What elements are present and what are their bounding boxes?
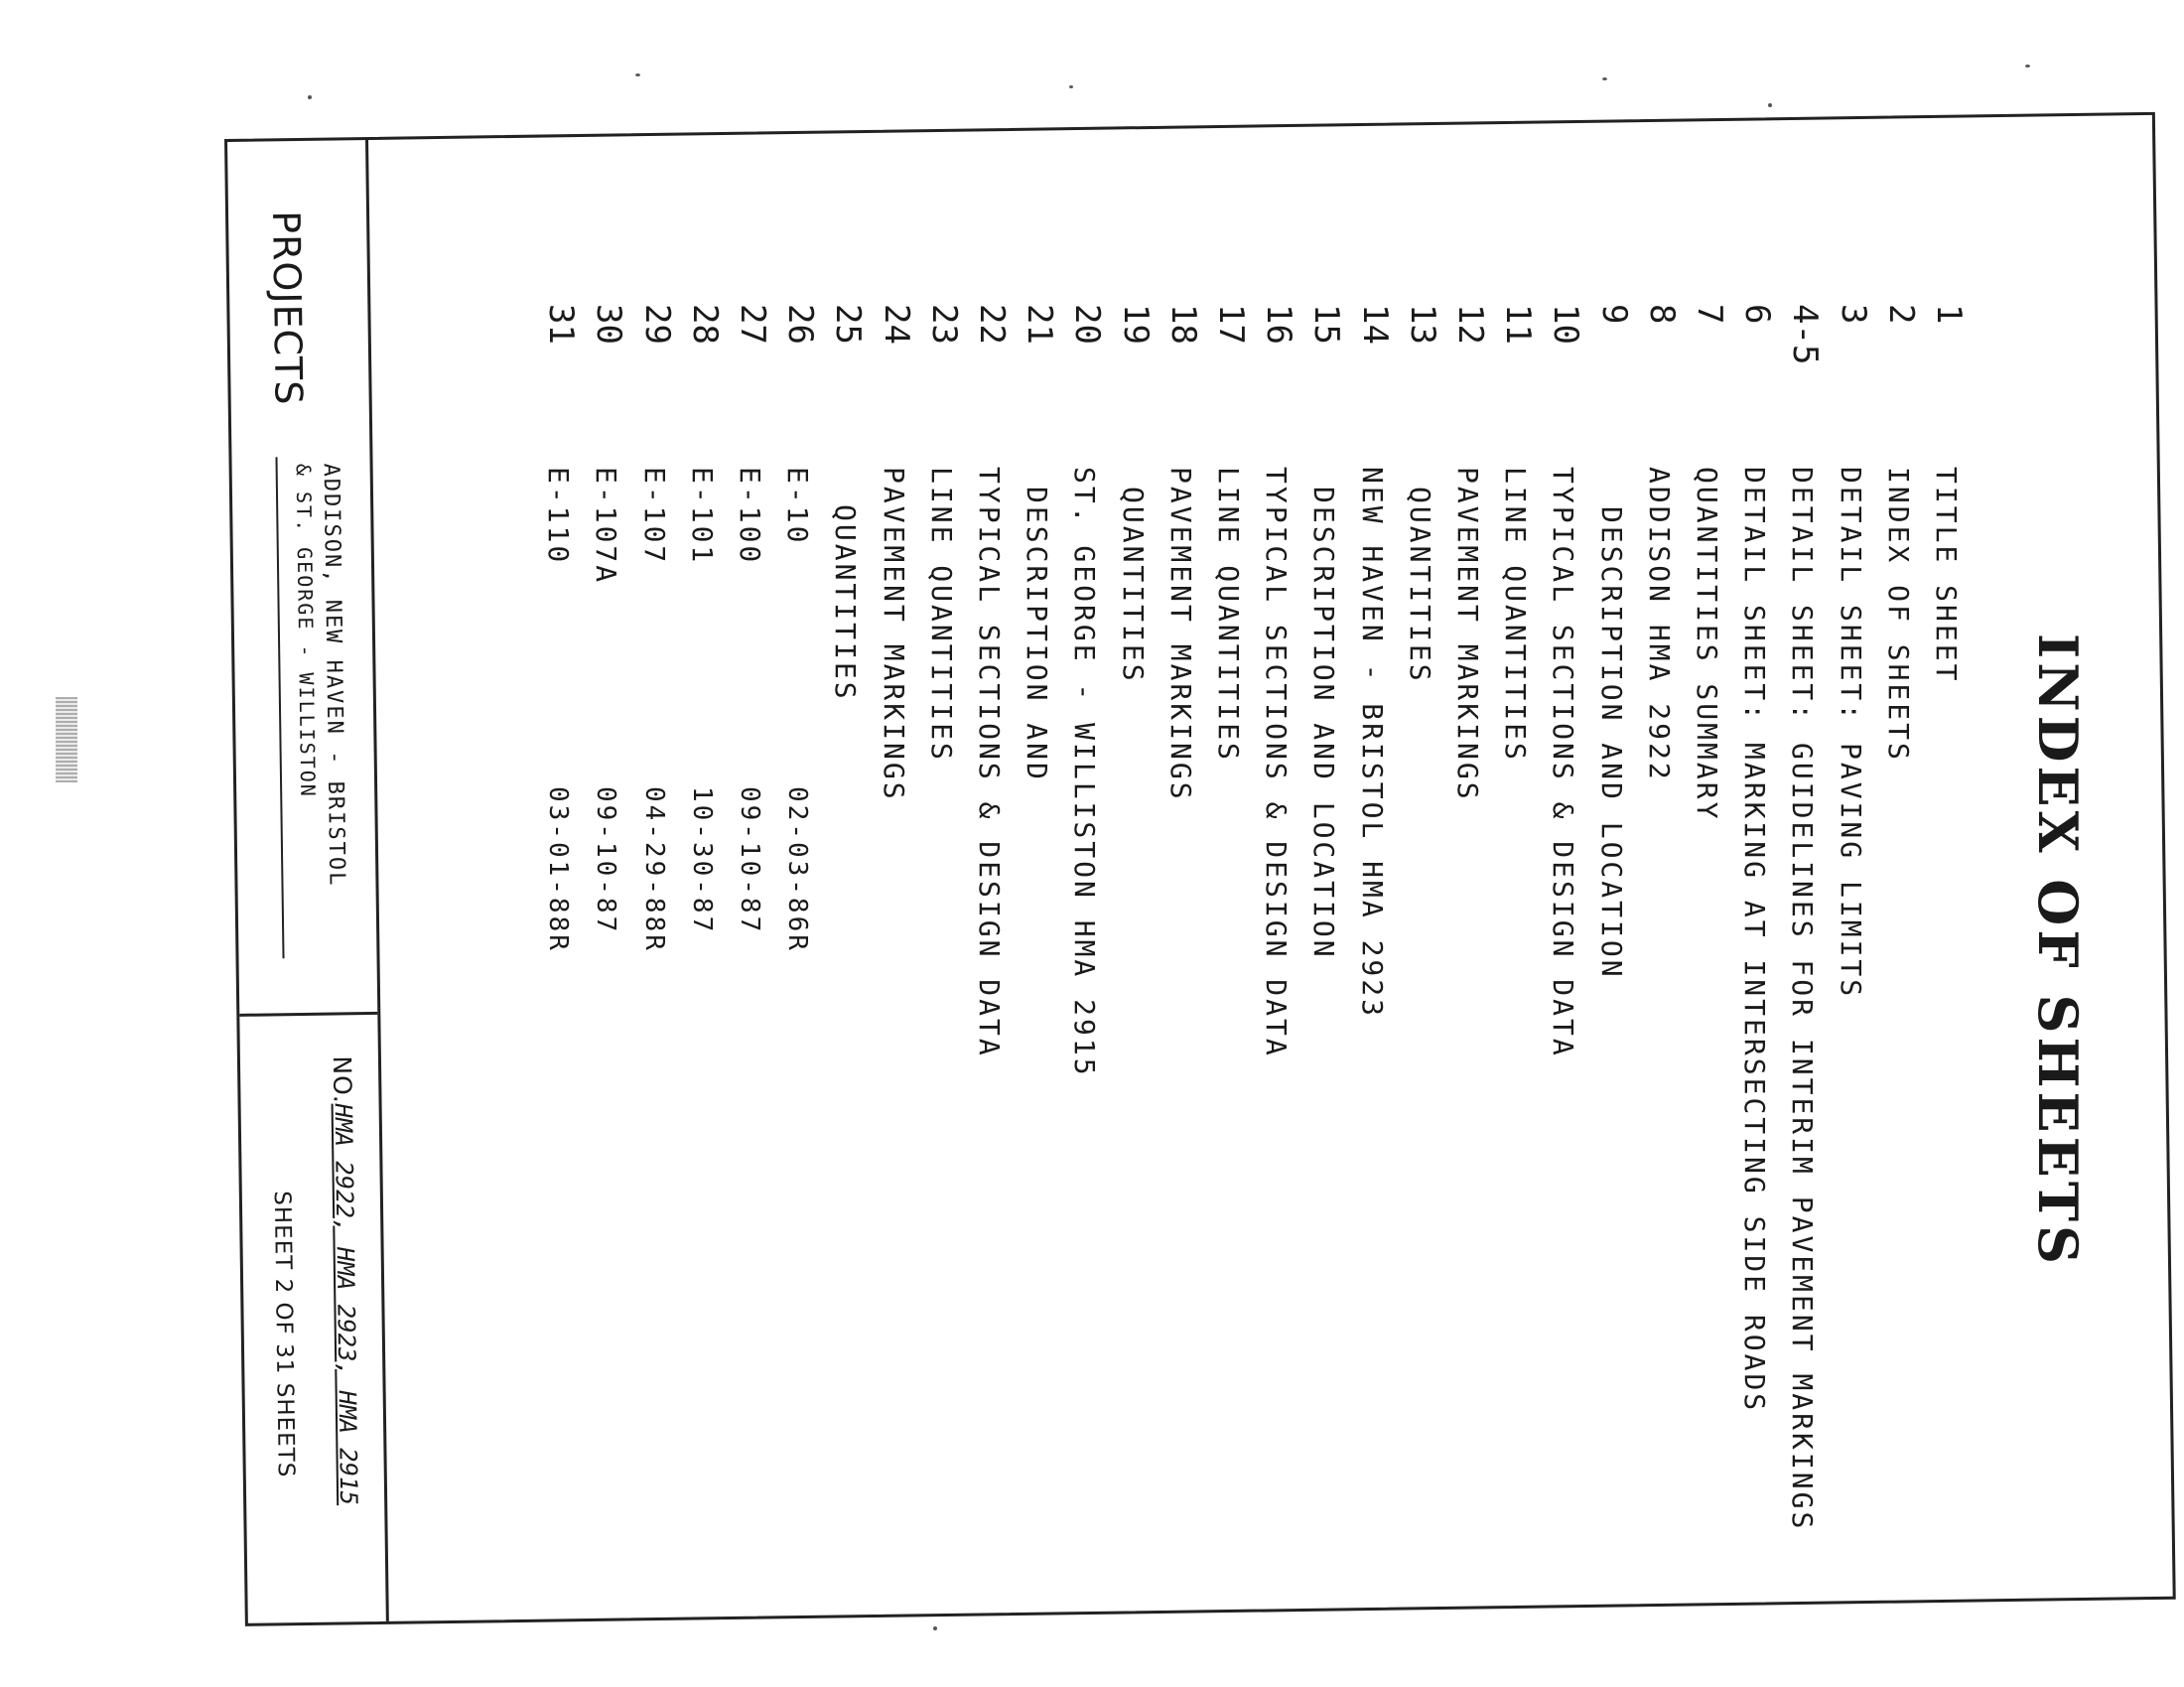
sheet-description: ADDISON HMA 2922 [1643, 467, 1676, 782]
sheet-number: 10 [1546, 304, 1585, 345]
sheet-number: 23 [924, 304, 964, 345]
project-number-label: NO. [327, 1055, 357, 1104]
scan-speck [2025, 65, 2030, 68]
sheet-description: E-110 [542, 467, 575, 566]
sheet-number: 13 [1403, 304, 1442, 345]
sheet-description: QUANTITIES [1117, 487, 1150, 684]
sheet-date: 03-01-88R [543, 786, 573, 953]
sheet-description: TYPICAL SECTIONS & DESIGN DATA [1547, 467, 1579, 1058]
sheet-number: 16 [1259, 304, 1298, 345]
sheet-description: DETAIL SHEET: GUIDELINES FOR INTERIM PAVEMENT MARKINGS [1786, 467, 1819, 1532]
projects-label: PROJECTS [264, 210, 311, 406]
sheet-description: E-10 [781, 467, 814, 546]
scan-speck [308, 95, 312, 99]
sheet-description: DESCRIPTION AND [1021, 487, 1053, 782]
sheet-number: 28 [685, 304, 725, 345]
sheet-description: TYPICAL SECTIONS & DESIGN DATA [973, 467, 1006, 1058]
scan-speck [1069, 85, 1073, 88]
sheet-description: DESCRIPTION AND LOCATION [1307, 487, 1340, 960]
sheet-number: 17 [1211, 304, 1251, 345]
sheet-date: 02-03-86R [782, 786, 812, 953]
sheet-description: NEW HAVEN - BRISTOL HMA 2923 [1356, 467, 1389, 1020]
sheet-number: 31 [541, 304, 581, 345]
sheet-number: 19 [1116, 304, 1156, 345]
scan-speck [635, 73, 640, 76]
sheet-number: 27 [733, 304, 772, 345]
sheet-number: 8 [1642, 304, 1682, 325]
sheet-number: 12 [1450, 304, 1490, 345]
sheet-number: 2 [1881, 304, 1921, 325]
sheet-description: LINE QUANTITIES [1499, 467, 1532, 763]
projects-line2: & ST. GEORGE - WILLISTON [291, 463, 321, 799]
sheet-description: DESCRIPTION AND LOCATION [1595, 506, 1628, 980]
page-title: INDEX OF SHEETS [2026, 633, 2090, 1268]
sheet-number: 18 [1163, 304, 1203, 345]
sheet-description: LINE QUANTITIES [925, 467, 958, 763]
project-number-value: HMA 2922, HMA 2923, HMA 2915 [329, 1103, 363, 1506]
sheet-description: TITLE SHEET [1930, 467, 1963, 684]
sheet-description: DETAIL SHEET: PAVING LIMITS [1835, 467, 1867, 1000]
sheet-date: 04-29-88R [639, 786, 669, 953]
sheet-description: E-100 [734, 467, 766, 566]
sheet-number: 14 [1355, 304, 1395, 345]
sheet-date: 10-30-87 [687, 786, 717, 935]
sheet-number: 21 [1020, 304, 1059, 345]
sheet-description: INDEX OF SHEETS [1882, 467, 1915, 763]
sheet-description: ST. GEORGE - WILLISTON HMA 2915 [1068, 467, 1101, 1078]
sheet-number: 4-5 [1785, 304, 1825, 365]
sheet-number: 9 [1594, 304, 1634, 325]
sheet-description: E-101 [686, 467, 719, 566]
scan-artifact [56, 697, 77, 782]
sheet-number: 1 [1929, 304, 1969, 325]
title-block [227, 140, 389, 1623]
sheet-number: 20 [1067, 304, 1107, 345]
sheet-description: TYPICAL SECTIONS & DESIGN DATA [1260, 467, 1293, 1058]
scan-speck [1602, 77, 1607, 80]
sheet-number: 24 [877, 304, 916, 345]
sheet-number: 22 [972, 304, 1012, 345]
scan-speck [1768, 103, 1772, 107]
sheet-description: E-107A [590, 467, 622, 586]
sheet-count-label: SHEET 2 OF 31 SHEETS [268, 1191, 299, 1478]
sheet-description: QUANTITIES SUMMARY [1691, 467, 1723, 822]
sheet-number: 11 [1498, 304, 1538, 345]
sheet-description: LINE QUANTITIES [1212, 467, 1245, 763]
sheet-number: 29 [637, 304, 677, 345]
sheet-number: 7 [1690, 304, 1729, 325]
sheet-number: 25 [828, 304, 868, 345]
sheet-date: 09-10-87 [735, 786, 764, 935]
sheet-description: PAVEMENT MARKINGS [878, 467, 910, 802]
sheet-description: PAVEMENT MARKINGS [1164, 467, 1197, 802]
sheet-number: 6 [1737, 304, 1777, 325]
sheet-number: 26 [780, 304, 820, 345]
projects-underline [275, 457, 284, 958]
sheet-description: E-107 [638, 467, 671, 566]
title-block-divider [239, 1012, 377, 1017]
sheet-number: 15 [1306, 304, 1346, 345]
sheet-description: QUANTITIES [829, 504, 862, 702]
sheet-description: DETAIL SHEET: MARKING AT INTERSECTING SIDE ROADS [1738, 467, 1771, 1414]
scan-speck [933, 1626, 937, 1630]
projects-line1: ADDISON, NEW HAVEN - BRISTOL [318, 463, 349, 888]
sheet-description: QUANTITIES [1404, 487, 1436, 684]
sheet-number: 30 [589, 304, 628, 345]
sheet-description: PAVEMENT MARKINGS [1451, 467, 1484, 802]
sheet-number: 3 [1834, 304, 1873, 325]
sheet-date: 09-10-87 [591, 786, 620, 935]
